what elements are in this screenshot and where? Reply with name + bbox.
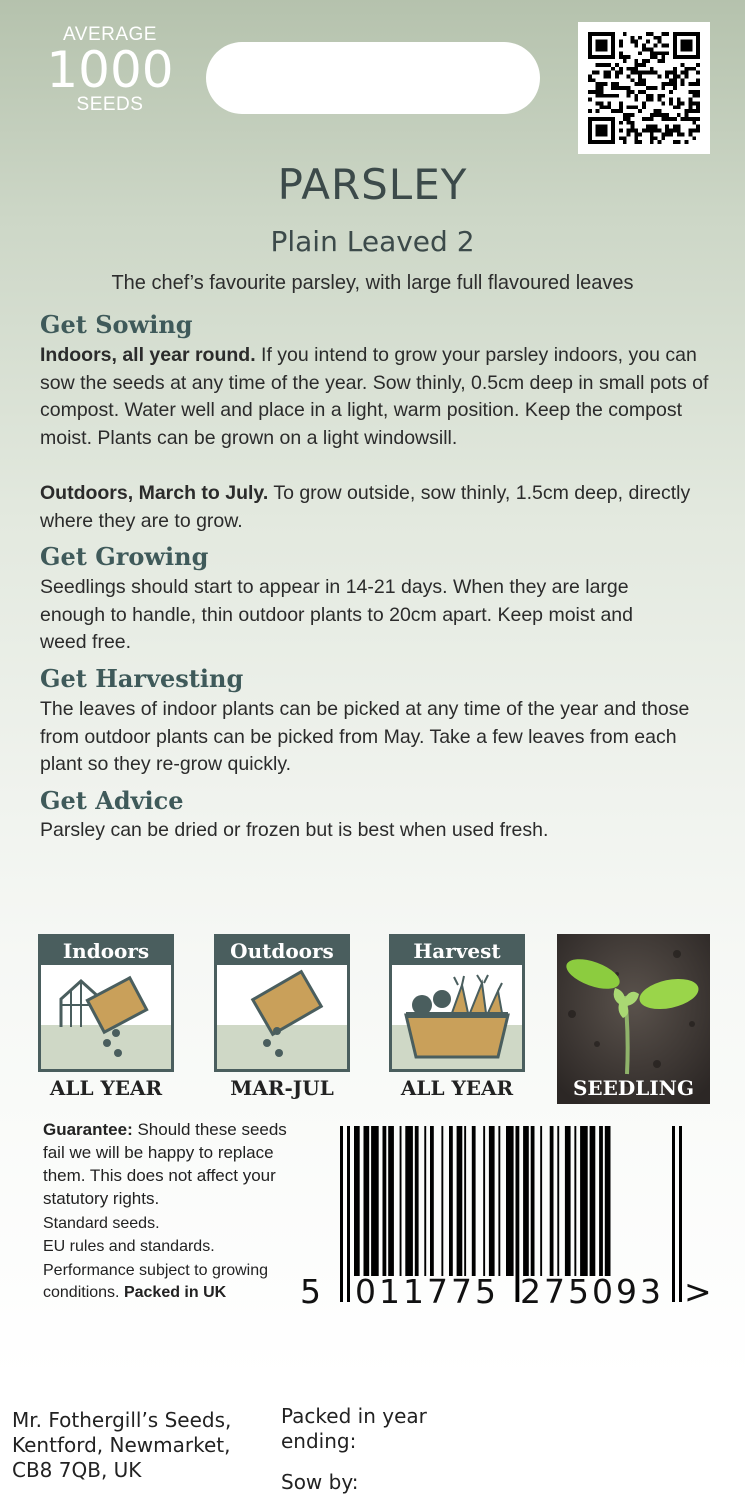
- sow-by: Sow by:: [281, 1470, 359, 1494]
- seed-count-top: AVERAGE: [63, 24, 157, 45]
- heading-get-sowing: Get Sowing: [40, 310, 193, 339]
- seedling-label: SEEDLING: [572, 1076, 695, 1100]
- seed-count-bottom: SEEDS: [76, 94, 144, 115]
- product-title: PARSLEY: [277, 160, 468, 209]
- sowing-outdoors-lead: Outdoors, March to July.: [40, 482, 269, 504]
- sowing-outdoors-paragraph: [40, 480, 720, 535]
- seed-count-number: 1000: [46, 41, 174, 99]
- growing-paragraph: Seedlings should start to appear in 14-21 days. When they are large enough to handle, thin outdoor plants to 20cm apart. Keep moist and weed free.: [40, 576, 633, 653]
- guarantee-lead: Guarantee:: [43, 1120, 133, 1139]
- indoors-calendar-box: [38, 934, 174, 1072]
- sowing-outdoors-text: To grow outside, sow thinly, 1.5cm deep, directly where they are to grow.: [40, 482, 691, 532]
- heading-get-harvesting: Get Harvesting: [40, 664, 244, 693]
- performance-note: [43, 1260, 298, 1304]
- guarantee-text: [43, 1118, 298, 1210]
- sowing-indoors-lead: Indoors, all year round.: [40, 344, 256, 366]
- tagline: The chef’s favourite parsley, with large full flavoured leaves: [111, 272, 634, 294]
- sowing-indoors-text: If you intend to grow your parsley indoors, you can sow the seeds at any time of the year. Sow thinly, 0.5cm deep in small pots of compost. Water well and place in a light, warm position. Keep the compost moist. Plants can be grown on a light windowsill.: [40, 344, 709, 449]
- harvest-title: Harvest: [392, 937, 522, 965]
- harvest-calendar-box: [389, 934, 525, 1072]
- guarantee-block: [43, 1118, 298, 1304]
- barcode-first-digit: 5: [300, 1272, 324, 1311]
- hang-slot: [206, 42, 540, 114]
- seed-count-badge: [40, 24, 180, 116]
- performance-text: Performance subject to growing conditions.: [43, 1262, 268, 1301]
- indoors-title: Indoors: [41, 937, 171, 965]
- qr-code[interactable]: [578, 22, 710, 154]
- address-line-1: Mr. Fothergill’s Seeds,: [12, 1408, 232, 1432]
- outdoors-period: MAR-JUL: [230, 1076, 334, 1100]
- sowing-indoors-paragraph: [40, 342, 720, 452]
- heading-get-growing: Get Growing: [40, 542, 209, 571]
- harvest-basket-icon: [392, 965, 522, 1069]
- barcode-right-group: 275093: [520, 1272, 664, 1311]
- address-line-2: Kentford, Newmarket,: [12, 1433, 231, 1457]
- eu-rules: EU rules and standards.: [43, 1238, 215, 1255]
- barcode-left-group: 011775: [355, 1272, 499, 1311]
- packed-in-year: Packed in year ending:: [281, 1404, 427, 1453]
- advice-paragraph: Parsley can be dried or frozen but is best when used fresh.: [40, 819, 549, 841]
- indoors-period: ALL YEAR: [49, 1076, 163, 1100]
- seed-packet-icon: [217, 965, 347, 1069]
- barcode-end-marker: >: [684, 1272, 715, 1311]
- packed-in-uk: Packed in UK: [119, 1284, 227, 1301]
- harvest-period: ALL YEAR: [400, 1076, 514, 1100]
- harvesting-paragraph: The leaves of indoor plants can be picked at any time of the year and those from outdoor plants can be picked from May. Take a few leaves from each plant so they re-grow quickly.: [40, 698, 690, 775]
- greenhouse-seed-packet-icon: [41, 965, 171, 1069]
- heading-get-advice: Get Advice: [40, 786, 184, 815]
- company-address: [12, 1408, 262, 1483]
- address-line-3: CB8 7QB, UK: [12, 1458, 142, 1482]
- guarantee-body: Should these seeds fail we will be happy to replace them. This does not affect your statutory rights.: [43, 1120, 287, 1208]
- standard-seeds: Standard seeds.: [43, 1215, 160, 1232]
- outdoors-title: Outdoors: [217, 937, 347, 965]
- outdoors-calendar-box: [214, 934, 350, 1072]
- variety-name: Plain Leaved 2: [270, 225, 475, 258]
- seedling-photo: [557, 934, 710, 1104]
